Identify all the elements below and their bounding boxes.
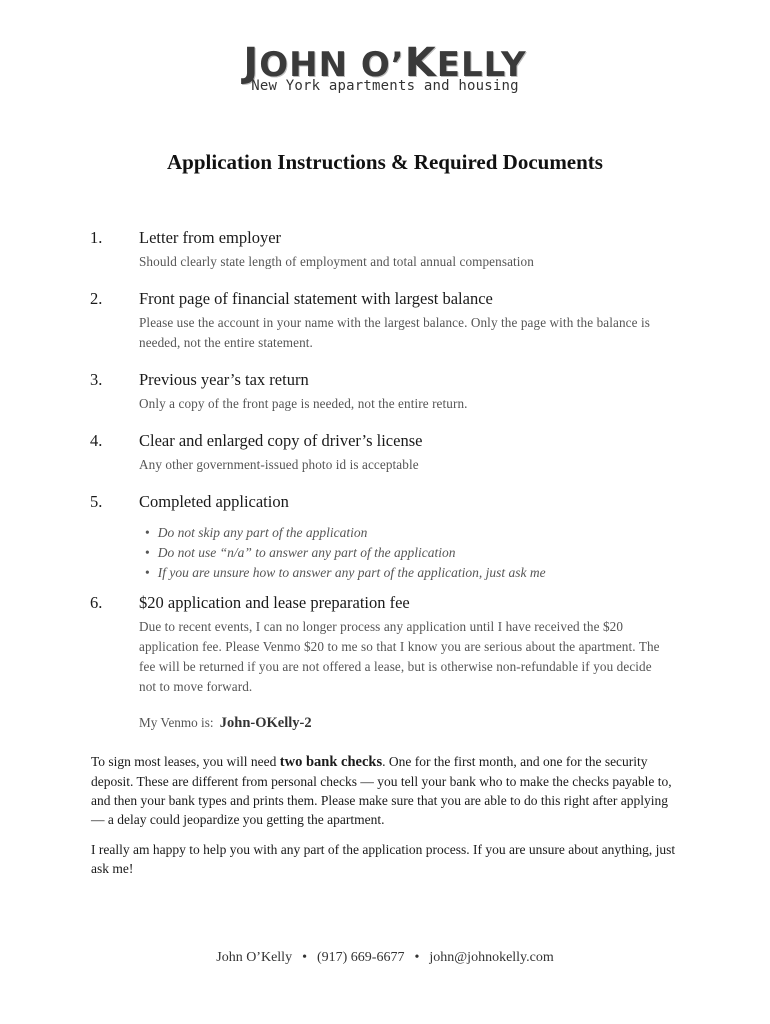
- footer-name: John O’Kelly: [216, 950, 293, 965]
- footer-separator: •: [414, 950, 420, 965]
- page-title: Application Instructions & Required Documents: [167, 150, 603, 174]
- bullet-list: [145, 523, 546, 583]
- footer-contact: [0, 950, 770, 966]
- footer-separator: •: [302, 950, 307, 965]
- item-number: 6.: [90, 593, 103, 612]
- item-number: 4.: [90, 431, 103, 450]
- item-title: Clear and enlarged copy of driver’s license: [139, 431, 423, 450]
- item-description: Please use the account in your name with the largest balance. Only the page with the balance is needed, not the entire statement.: [139, 315, 650, 350]
- bullet-item: • If you are unsure how to answer any part of the application, just ask me: [145, 565, 546, 580]
- footer-email[interactable]: john@johnokelly.com: [429, 950, 554, 965]
- item-description: Should clearly state length of employment and total annual compensation: [139, 254, 534, 269]
- bullet-item: • Do not use “n/a” to answer any part of the application: [145, 545, 456, 560]
- item-description: Only a copy of the front page is needed, not the entire return.: [139, 396, 468, 411]
- bullet-item: • Do not skip any part of the application: [145, 525, 368, 540]
- item-number: 2.: [90, 289, 103, 308]
- item-title: Letter from employer: [139, 228, 282, 247]
- item-description: Any other government-issued photo id is acceptable: [139, 457, 419, 472]
- venmo-label: My Venmo is:: [139, 715, 214, 730]
- letterhead: [0, 40, 770, 94]
- closing-paragraph: I really am happy to help you with any part of the application process. If you are unsure about anything, just ask me!: [91, 842, 676, 876]
- brand-name: JOHN O’KELLY: [243, 40, 527, 86]
- venmo-line: [139, 715, 312, 732]
- item-number: 5.: [90, 492, 103, 511]
- item-title: $20 application and lease preparation fee: [139, 593, 410, 612]
- item-title: Front page of financial statement with largest balance: [139, 289, 493, 308]
- item-title: Completed application: [139, 492, 289, 511]
- bank-checks-paragraph: To sign most leases, you will need two bank checks. One for the first month, and one for the security deposit. These are different from personal checks — you tell your bank who to make the checks payable to, and then your bank types and prints them. Please make sure that you are able to do this right after applying — a delay could jeopardize you getting the apartment.: [91, 754, 672, 827]
- item-title: Previous year’s tax return: [139, 370, 309, 389]
- item-number: 1.: [90, 228, 103, 247]
- footer-phone[interactable]: (917) 669-6677: [316, 950, 405, 965]
- venmo-handle: John-OKelly-2: [219, 715, 312, 731]
- item-number: 3.: [90, 370, 103, 389]
- bold-emphasis: two bank checks: [279, 754, 383, 770]
- item-description: Due to recent events, I can no longer process any application until I have received the $20 application fee. Please Venmo $20 to me so that I know you are serious about the apartment. The fee will be returned if you are not offered a lease, but is otherwise non-refundable if you decide not to move forward.: [139, 619, 660, 694]
- brand-subtitle: New York apartments and housing: [251, 78, 519, 94]
